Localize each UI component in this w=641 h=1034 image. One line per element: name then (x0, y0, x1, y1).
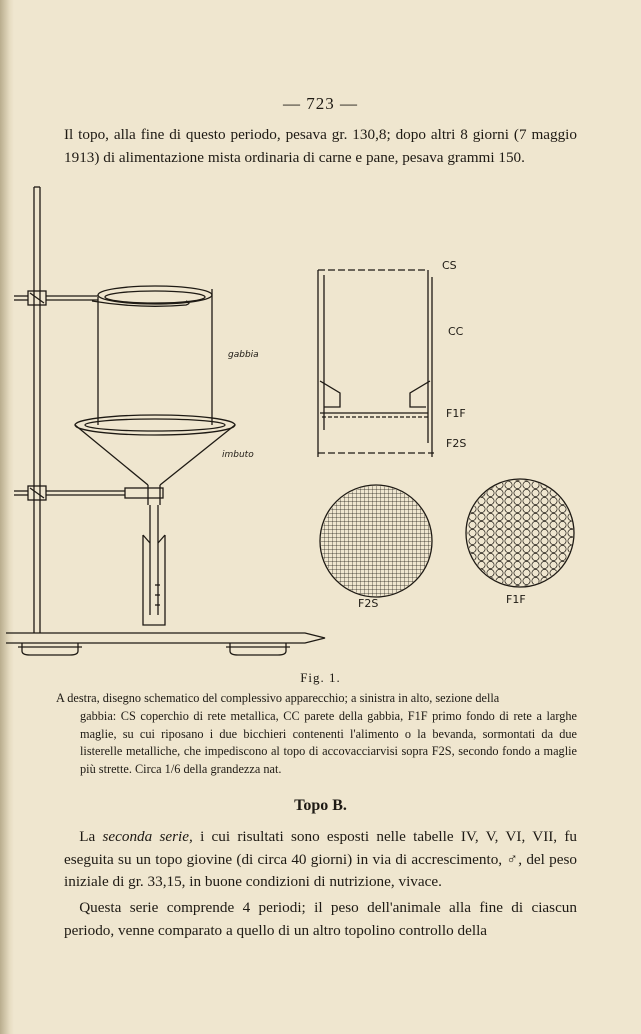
section-title: Topo B. (294, 797, 347, 814)
paragraph-2-start: La (79, 828, 96, 845)
page-number: — 723 — (283, 94, 358, 113)
label-f1f-bottom: F1F (506, 593, 526, 606)
paragraph-2-emphasis: seconda serie, (102, 828, 193, 845)
paragraph-3 (64, 897, 577, 942)
caption-first-line: A destra, disegno schematico del complessivo apparecchio; a sinistra in alto, sezione della (56, 691, 500, 705)
caption-body: gabbia: CS coperchio di rete metallica, CC parete della gabbia, F1F primo fondo di rete a larghe maglie, su cui riposano i due bicchieri contenenti l'alimento o la bevanda, sormontati da due listerelle metalliche, che impediscono al topo di accovacciarvisi sopra F2S, secondo fondo a maglie più strette. Circa 1/6 della grandezza nat. (80, 708, 577, 777)
label-cs: CS (442, 259, 457, 272)
label-imbuto: imbuto (222, 450, 254, 460)
figure-apparatus (0, 185, 641, 665)
label-f2s-bottom: F2S (358, 597, 379, 610)
figure-label: Fig. 1. (300, 670, 341, 685)
label-gabbia: gabbia (228, 350, 259, 360)
label-f2s: F2S (446, 437, 467, 450)
paragraph-1: Il topo, alla fine di questo periodo, pesava gr. 130,8; dopo altri 8 giorni (7 maggio 1913) di alimentazione mista ordinaria di carne e pane, pesava grammi 150. (64, 126, 577, 166)
paragraph-3-text: Questa serie comprende 4 periodi; il peso dell'animale alla fine di ciascun periodo, venne comparato a quello di un altro topolino controllo della (64, 899, 577, 939)
paragraph-2 (64, 826, 577, 894)
figure-caption (56, 690, 577, 779)
label-cc: CC (448, 325, 464, 338)
label-f1f: F1F (446, 407, 466, 420)
paragraph-2-rest: i cui risultati sono esposti nelle tabelle IV, V, VI, VII, fu eseguita su un topo giovine (di circa 40 giorni) in via di accrescimento, ♂, del peso iniziale di gr. 33,15, in buone condizioni di nutrizione, vivace. (64, 828, 578, 890)
